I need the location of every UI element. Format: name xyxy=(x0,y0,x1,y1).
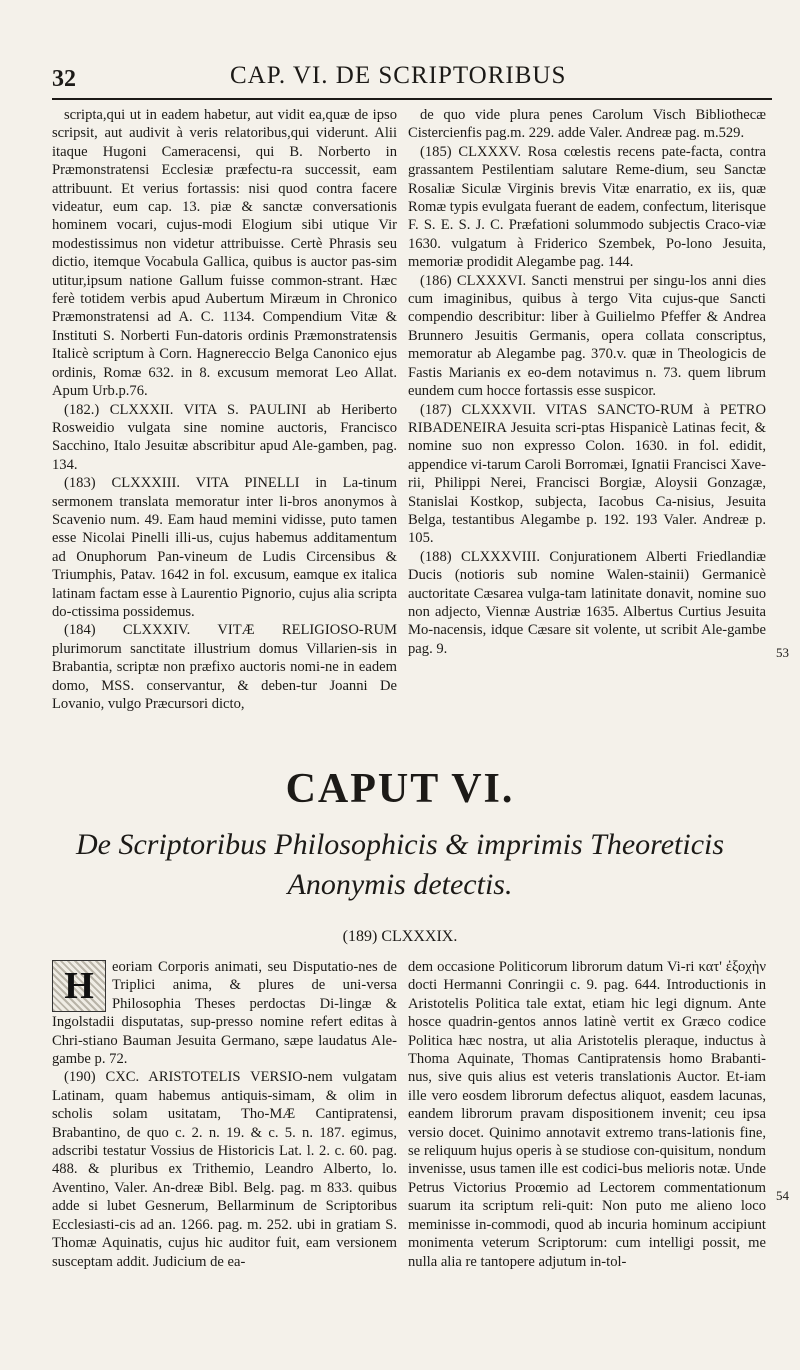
chapter-title: CAPUT VI. xyxy=(285,766,515,812)
paragraph: (185) CLXXXV. Rosa cœlestis recens pate-facta, contra grassantem Pestilentiam salutare Reme-dium, seu Sanctæ Rosaliæ Siculæ Virginis brevis Vitæ enarratio, ex iis, quæ Romæ typis evulgata fuerant de eadem, confectum, literisque F. S. E. S. J. C. Præfationi solummodo subjectis Craco-viæ 1630. vulgatum à Friderico Szembek, Po-lono Jesuita, memoriæ prodidit Alegambe pag. 144. xyxy=(408,143,766,271)
paragraph: (186) CLXXXVI. Sancti menstrui per singu-los anni dies cum imaginibus, quibus à tergo Vita cujus-que Sancti compendio describitur: liber à Guilielmo Pfeffer & Andrea Brunnero Jesuitis Germanis, opera collata conscriptus, memoratur ab Alegambe pag. 370.v. quæ in Theologicis de Fastis Marianis ex eo-dem notavimus n. 73. quem librum eundem cum hocce fortassis esse suspicor. xyxy=(408,272,766,400)
left-column-top xyxy=(52,106,397,713)
running-head: CAP. VI. DE SCRIPTORIBUS xyxy=(230,62,567,89)
margin-note: 54 xyxy=(776,1188,789,1203)
right-column-bottom xyxy=(408,958,766,1271)
page-header xyxy=(0,62,800,98)
decorated-initial: H xyxy=(52,960,106,1012)
paragraph: scripta,qui ut in eadem habetur, aut vidit ea,quæ de ipso scripsit, aut audivit à veris relatoribus,qui viderunt. Alii itaque Hugoni Cameracensi, qui B. Norberto in Præmonstratensi Ecclesiæ præfectu-ra successit, eam attribuunt. Et verius fortassis: nisi quod contra facere videatur, eum cap. 13. piæ & sanctæ conversationis hominem vocari, cujus-modi Elogium sibi utique Vir modestissimus non videtur attribuisse. Certè Phrasis seu dictio, itemque Vocabula Gallica, quibus is auctor pas-sim utitur,ipsum natione Gallum fuisse common-strant. Hæc ferè totidem verbis apud Aubertum Miræum in Chronico Præmonstratensi ad A. C. 1134. Compendium Vitæ & Instituti S. Norberti Fun-datoris ordinis Præmonstratensis Italicè scriptum à Corn. Hagnereccio Belga Canonico ejus ordinis, Romæ 632. in 8. excusum memorat Leo Allat. Apum Urb.p.76. xyxy=(52,107,397,400)
paragraph: de quo vide plura penes Carolum Visch Bibliothecæ Cistercienfis pag.m. 229. adde Valer. Andreæ pag. m.529. xyxy=(408,107,766,142)
paragraph-text: eoriam Corporis animati, seu Disputatio-nes de Triplici anima, & plures de uni-versa Philosophia Theses perdoctas Di-lingæ & Ingolstadii disputatas, sup-presso nomine refert editas à Chri-stiano Bauman Jesuita Germano, sæpe laudatus Ale-gambe p. 72. xyxy=(52,959,397,1068)
chapter-subtitle-line2: Anonymis detectis. xyxy=(287,868,513,901)
margin-note: 53 xyxy=(776,645,789,660)
paragraph: dem occasione Politicorum librorum datum Vi-ri κατ' ἐξοχὴν docti Hermanni Conringii c. 9. pag. 644. Introductionis in Aristotelis Politica tale extat, etiam hic legi dignum. Ante hosce quadrin-gentos annos latinè vertit ex Græco codice Politica hæc nostra, ut alia Aristotelis pleraque, inductus à Thoma Aquinate, Thomas Cantipratensis homo Brabanti-nus, sive quis alius est veteris translationis Auctor. Et-iam ille vero eosdem librorum defectus aliquot, easdem lacunas, eandem librorum pravam dispositionem invenit; ceu ipsa versio docet. Quinimo annotavit extremo trans-lationis fine, se reliquum hujus operis à se studiose con-quisitum, nondum invenisse, usus tamen ille est codici-bus melioris notæ. Unde Petrus Victorius Proœmio ad Lectorem commentationum suarum ita scriptum reli-quit: Non puto me alieno loco meminisse in-commodi, quod ab incuria hominum accipiunt monimenta veterum Scriptorum: cum intelligi possit, me nulla alia re tantopere adjutum in-tol- xyxy=(408,959,766,1270)
page-number: 32 xyxy=(52,66,76,92)
paragraph: (190) CXC. ARISTOTELIS VERSIO-nem vulgatam Latinam, quam habemus antiquis-simam, & olim in scholis solam usitatam, Tho-MÆ Cantipratensi, Brabantino, de quo c. 2. n. 19. & c. 5. n. 187. egimus, adscribi testatur Vossius de Historicis Lat. l. 2. c. 60. pag. 488. & pluribus ex Trithemio, Leandro Alberto, lo. Aventino, Valer. An-dreæ Bibl. Belg. pag. m 833. quibus adde si lubet Gesnerum, Bellarminum de Scriptoribus Ecclesiasti-cis ad an. 1266. pag. m. 252. ubi in gratiam S. Thomæ Aquinatis, cujus hic auditor fuit, eam versionem susceptam addit. Judicium de ea- xyxy=(52,1069,397,1270)
header-rule xyxy=(52,98,772,100)
entry-number: (189) CLXXXIX. xyxy=(342,928,458,945)
paragraph: (183) CLXXXIII. VITA PINELLI in La-tinum sermonem translata memoratur inter li-bros anonymos à Scavenio num. 49. Eam haud memini vidisse, puto tamen esse Nicolai Pinelli illi-us, cujus habemus additamentum ad Onuphorum Pan-vineum de Ludis Circensibus & Triumphis, Patav. 1642 in fol. excusum, eamque ex italica latinam factam esse à Laurentio Pignorio, cujus alia scripta do-ctissima possidemus. xyxy=(52,475,397,620)
paragraph: (187) CLXXXVII. VITAS SANCTO-RUM à PETRO RIBADENEIRA Jesuita scri-ptas Hispanicè Latinas fecit, & nomine suo non expresso Colon. 1630. in fol. edidit, appendice vi-tarum Caroli Borromæi, Ignatii Francisci Xave-rii, Philippi Nerei, Francisci Borgiæ, Aloysii Gonzagæ, Stanislai Kostkop, subjecta, Iacobus Ca-nisius, Jesuita Belga, testantibus Alegambe p. 192. 193 Valer. Andreæ p. 105. xyxy=(408,401,766,547)
left-column-bottom xyxy=(52,958,397,1271)
paragraph: (182.) CLXXXII. VITA S. PAULINI ab Heriberto Rosweidio vulgata sine nomine auctoris, Francisco Sacchino, Italo Jesuitæ abscribitur apud Ale-gamben, pag. 134. xyxy=(52,401,397,473)
chapter-subtitle-line1: De Scriptoribus Philosophicis & imprimis Theoreticis xyxy=(75,828,725,861)
right-column-top xyxy=(408,106,766,658)
paragraph xyxy=(52,958,397,1068)
paragraph: (188) CLXXXVIII. Conjurationem Alberti Friedlandiæ Ducis (notioris sub nomine Walen-stainii) Germanicè auctoritate Cæsarea vulga-tam latinitate donavit, nomine suo non adjecto, Viennæ Austriæ 1635. Albertus Curtius Jesuita Mo-nacensis, idque Cæsare sit volente, ut scribit Ale-gambe pag. 9. xyxy=(408,548,766,657)
paragraph: (184) CLXXXIV. VITÆ RELIGIOSO-RUM plurimorum sanctitate illustrium domus Villarien-sis in Brabantia, scriptæ non præfixo auctoris nomi-ne in eadem domo, MSS. conservantur, & deben-tur Joanni De Lovanio, vulgo Præcursori dicto, xyxy=(52,622,397,712)
